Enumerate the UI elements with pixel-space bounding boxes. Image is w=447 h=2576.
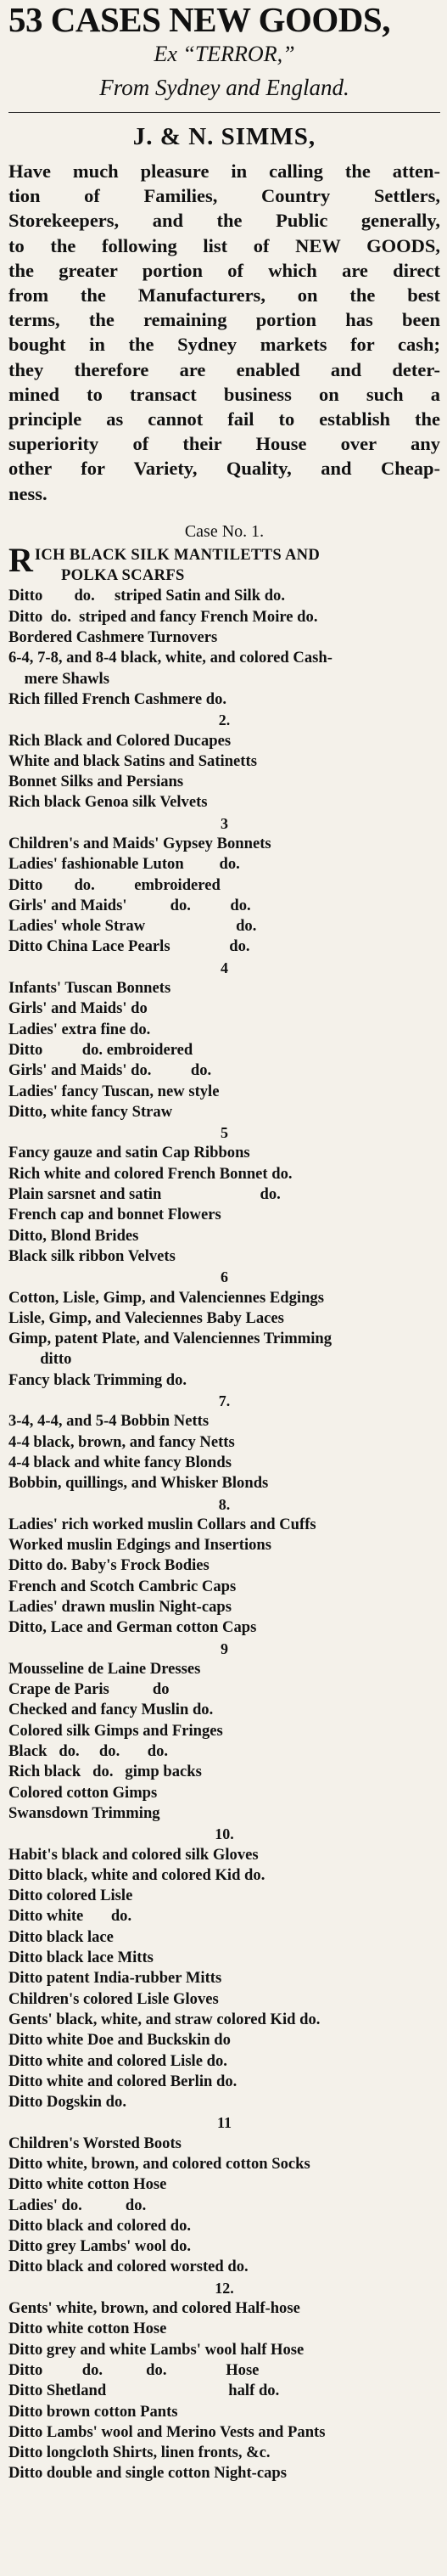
section-number: 11	[216, 2114, 232, 2132]
list-item: 3-4, 4-4, and 5-4 Bobbin Netts	[8, 1412, 210, 1431]
list-item: Ladies' rich worked muslin Collars and Cuffs	[8, 1515, 316, 1533]
list-item: Ditto, Blond Brides	[8, 1226, 139, 1245]
list-item: Rich Black and Colored Ducapes	[8, 731, 232, 750]
list-item: White and black Satins and Satinetts	[8, 751, 257, 770]
list-item: mere Shawls	[8, 669, 109, 688]
intro-line: bought in the Sydney markets for cash;	[8, 334, 440, 356]
list-item: Ditto do. striped and fancy French Moire do.	[8, 607, 318, 626]
list-item: 4-4 black and white fancy Blonds	[8, 1453, 232, 1471]
sections	[8, 586, 440, 2483]
list-item: Gimp, patent Plate, and Valenciennes Trimming	[8, 1330, 332, 1348]
case-section	[8, 958, 440, 1122]
section-number: 7.	[218, 1392, 231, 1410]
case-section	[8, 2278, 440, 2484]
first-item-line-2: POLKA SCARFS	[61, 566, 185, 585]
list-item: Rich white and colored French Bonnet do.	[8, 1164, 293, 1183]
list-item: Rich black do. gimp backs	[8, 1763, 202, 1781]
list-item: Gents' white, brown, and colored Half-hose	[8, 2299, 300, 2318]
case-section	[8, 1122, 440, 1267]
list-item: Ladies' do. do.	[8, 2196, 147, 2214]
divider	[8, 112, 440, 113]
case-section	[8, 1391, 440, 1493]
list-item: ditto	[8, 1350, 72, 1369]
list-item: Ditto black lace	[8, 1927, 114, 1946]
list-item: French and Scotch Cambric Caps	[8, 1577, 237, 1595]
list-item: Girls' and Maids' do. do.	[8, 896, 251, 914]
list-item: Rich filled French Cashmere do.	[8, 689, 227, 708]
list-item: Bordered Cashmere Turnovers	[8, 628, 218, 647]
list-item: Checked and fancy Muslin do.	[8, 1701, 214, 1719]
list-item: Swansdown Trimming	[8, 1803, 160, 1822]
list-item: Ditto double and single cotton Night-caps	[8, 2464, 288, 2483]
intro-line: they therefore are enabled and deter-	[8, 358, 440, 380]
list-item: Cotton, Lisle, Gimp, and Valenciennes Edgings	[8, 1288, 324, 1307]
ship-name-line: Ex “TERROR,”	[154, 42, 295, 66]
list-item: Ditto China Lace Pearls do.	[8, 937, 250, 956]
case-section	[8, 813, 440, 958]
list-item: Lisle, Gimp, and Valeciennes Baby Laces	[8, 1308, 284, 1327]
origin-line: From Sydney and England.	[99, 75, 349, 100]
list-item: Ditto white cotton Hose	[8, 2320, 167, 2338]
list-item: Ditto colored Lisle	[8, 1887, 133, 1905]
list-item: Infants' Tuscan Bonnets	[8, 979, 171, 998]
headline: 53 CASES NEW GOODS,	[8, 0, 390, 39]
list-item: Ditto grey Lambs' wool do.	[8, 2237, 192, 2256]
list-item: Bobbin, quillings, and Whisker Blonds	[8, 1474, 269, 1493]
list-item: Colored cotton Gimps	[8, 1783, 158, 1802]
list-item: Ditto white and colored Lisle do.	[8, 2051, 227, 2070]
first-item-line-1: ICH BLACK SILK MANTILETTS AND	[34, 545, 321, 564]
case-section	[8, 710, 440, 813]
section-number: 12.	[215, 2279, 234, 2297]
list-item: Ditto white do.	[8, 1907, 132, 1926]
intro-line: ness.	[8, 482, 47, 504]
section-number: 8.	[218, 1495, 231, 1513]
list-item: Children's and Maids' Gypsey Bonnets	[8, 835, 271, 852]
section-number: 3	[221, 814, 228, 832]
list-item: Girls' and Maids' do	[8, 999, 148, 1018]
list-item: Rich black Genoa silk Velvets	[8, 793, 208, 812]
list-item: Children's Worsted Boots	[8, 2134, 182, 2152]
case-section	[8, 1267, 440, 1391]
intro-line: tion of Families, Country Settlers,	[8, 185, 440, 207]
list-item: 6-4, 7-8, and 8-4 black, white, and colored Cash-	[8, 649, 332, 667]
list-item: Ditto do. do. Hose	[8, 2360, 260, 2379]
case-title: Case No. 1.	[184, 521, 265, 541]
list-item: Girls' and Maids' do. do.	[8, 1061, 212, 1080]
intro-line: Storekeepers, and the Public generally,	[8, 210, 440, 232]
section-number: 6	[221, 1268, 228, 1286]
intro-line: terms, the remaining portion has been	[8, 309, 440, 331]
list-item: Ditto white Doe and Buckskin do	[8, 2031, 231, 2050]
list-item: Children's colored Lisle Gloves	[8, 1989, 219, 2008]
list-item: Ladies' fashionable Luton do.	[8, 855, 240, 874]
firm-name: J. & N. SIMMS,	[132, 123, 316, 150]
list-item: Ladies' whole Straw do.	[8, 917, 257, 936]
list-item: Ditto longcloth Shirts, linen fronts, &c.	[8, 2444, 271, 2462]
case-section	[8, 1824, 440, 2112]
list-item: Habit's black and colored silk Gloves	[8, 1845, 259, 1864]
case-section	[8, 1639, 440, 1825]
list-item: Black silk ribbon Velvets	[8, 1246, 176, 1265]
case-section	[8, 586, 440, 710]
list-item: Plain sarsnet and satin do.	[8, 1185, 281, 1204]
intro-line: Have much pleasure in calling the atten-	[8, 160, 440, 182]
list-item: Ditto black and colored do.	[8, 2216, 192, 2235]
intro-line: other for Variety, Quality, and Cheap-	[8, 458, 440, 480]
list-item: Ditto white and colored Berlin do.	[8, 2072, 237, 2090]
intro-paragraph	[8, 159, 440, 506]
list-item: Gents' black, white, and straw colored Kid do.	[8, 2010, 321, 2028]
list-item: Ditto white, brown, and colored cotton Socks	[8, 2155, 310, 2173]
list-item: Crape de Paris do	[8, 1680, 170, 1699]
list-item: Mousseline de Laine Dresses	[8, 1659, 201, 1678]
list-item: Colored silk Gimps and Fringes	[8, 1721, 223, 1740]
section-number: 4	[221, 959, 228, 976]
list-item: Ditto Dogskin do.	[8, 2093, 126, 2112]
section-number: 9	[221, 1640, 228, 1657]
list-item: Fancy gauze and satin Cap Ribbons	[8, 1144, 250, 1162]
list-item: Fancy black Trimming do.	[8, 1370, 187, 1389]
intro-line: mined to transact business on such a	[8, 383, 440, 405]
list-item: Ditto do. Baby's Frock Bodies	[8, 1556, 210, 1575]
list-item: Ditto white cotton Hose	[8, 2175, 167, 2194]
intro-line: from the Manufacturers, on the best	[8, 284, 440, 307]
list-item: Ditto do. embroidered	[8, 875, 221, 894]
list-item: Ditto brown cotton Pants	[8, 2402, 178, 2421]
section-number: 2.	[218, 711, 231, 729]
list-item: Ditto grey and white Lambs' wool half Hose	[8, 2340, 305, 2359]
section-number: 5	[221, 1124, 228, 1142]
list-item: Worked muslin Edgings and Insertions	[8, 1536, 271, 1555]
list-item: Ditto black and colored worsted do.	[8, 2258, 249, 2276]
list-item: Ditto do. embroidered	[8, 1040, 193, 1059]
list-item: Ditto, white fancy Straw	[8, 1102, 173, 1121]
goods-list	[8, 543, 440, 2484]
list-item: 4-4 black, brown, and fancy Netts	[8, 1432, 235, 1451]
list-item: Ladies' fancy Tuscan, new style	[8, 1082, 220, 1100]
first-item	[8, 543, 440, 587]
list-item: Black do. do. do.	[8, 1742, 169, 1761]
intro-line: principle as cannot fail to establish the	[8, 408, 440, 430]
case-section	[8, 1494, 440, 1639]
list-item: Ditto black lace Mitts	[8, 1949, 154, 1967]
intro-line: the greater portion of which are direct	[8, 259, 440, 281]
list-item: Ditto Lambs' wool and Merino Vests and Pants	[8, 2422, 326, 2441]
section-number: 10.	[215, 1825, 234, 1843]
list-item: Ladies' extra fine do.	[8, 1020, 151, 1038]
list-item: Ditto black, white and colored Kid do.	[8, 1865, 265, 1884]
case-section	[8, 2112, 440, 2277]
intro-line: superiority of their House over any	[8, 433, 440, 455]
drop-cap: R	[8, 543, 33, 579]
list-item: Ditto do. striped Satin and Silk do.	[8, 587, 285, 605]
list-item: Ladies' drawn muslin Night-caps	[8, 1597, 232, 1616]
list-item: Ditto, Lace and German cotton Caps	[8, 1618, 257, 1637]
intro-line: to the following list of NEW GOODS,	[8, 234, 440, 256]
list-item: Ditto Shetland half do.	[8, 2382, 280, 2400]
list-item: Bonnet Silks and Persians	[8, 773, 184, 791]
list-item: Ditto patent India-rubber Mitts	[8, 1969, 222, 1988]
list-item: French cap and bonnet Flowers	[8, 1206, 221, 1224]
